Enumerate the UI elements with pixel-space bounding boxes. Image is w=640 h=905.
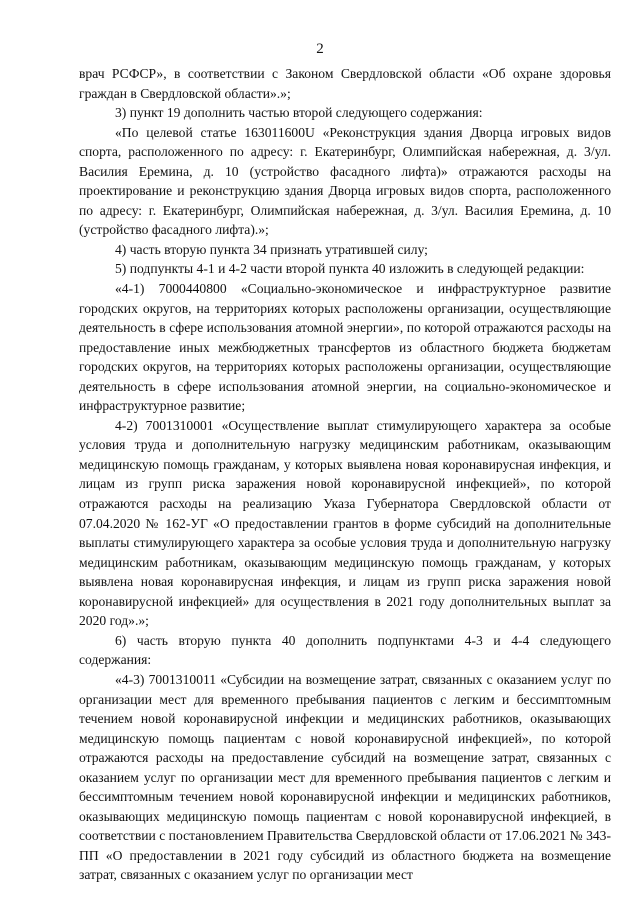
paragraph: «4-1) 7000440800 «Социально-экономическое и инфраструктурное развитие городских округов, на территориях которых расположены организации, осуществляющие деятельность в сфере использования атомной энергии», по которой отражаются расходы на предоставление иных межбюджетных трансфертов из областного бюджета бюджетам городских округов, на территориях которых расположены организации, осуществляющие деятельность в сфере использования атомной энергии, на социально-экономическое и инфраструктурное развитие; <box>79 281 611 414</box>
paragraph: 6) часть вторую пункта 40 дополнить подпунктами 4-3 и 4-4 следующего содержания: <box>79 632 611 668</box>
paragraph: 3) пункт 19 дополнить частью второй следующего содержания: <box>115 105 483 121</box>
paragraph: «По целевой статье 163011600U «Реконструкция здания Дворца игровых видов спорта, расположенного по адресу: г. Екатеринбург, Олимпийская набережная, д. 3/ул. Василия Еремина, д. 10 (устройство фасадного лифта)» отражаются расходы на проектирование и реконструкцию здания Дворца игровых видов спорта, расположенного по адресу: г. Екатеринбург, Олимпийская набережная, д. 3/ул. Василия Еремина, д. 10 (устройство фасадного лифта).»; <box>79 124 611 238</box>
paragraph: «4-3) 7001310011 «Субсидии на возмещение затрат, связанных с оказанием услуг по организации мест для временного пребывания пациентов с легким и бессимптомным течением новой коронавирусной инфекции и медицинских работников, оказывающих медицинскую помощь пациентам с новой коронавирусной инфекцией», по которой отражаются расходы на предоставление субсидий на возмещение затрат, связанных с оказанием услуг по организации мест для временного пребывания пациентов с легким и бессимптомным течением новой коронавирусной инфекции и медицинских работников, оказывающих медицинскую помощь пациентам с новой коронавирусной инфекцией, в соответствии с постановлением Правительства Свердловской области от 17.06.2021 № 343-ПП «О предоставлении в 2021 году субсидий из областного бюджета на возмещение затрат, связанных с оказанием услуг по организации мест <box>79 671 611 883</box>
document-body <box>79 64 611 885</box>
paragraph: 5) подпункты 4-1 и 4-2 части второй пункта 40 изложить в следующей редакции: <box>115 261 585 277</box>
page-number: 2 <box>316 41 324 57</box>
paragraph: 4-2) 7001310001 «Осуществление выплат стимулирующего характера за особые условия труда и дополнительную нагрузку медицинским работникам, оказывающим медицинскую помощь гражданам, у которых выявлена новая коронавирусная инфекция, и лицам из групп риска заражения новой коронавирусной инфекцией», по которой отражаются расходы на реализацию Указа Губернатора Свердловской области от 07.04.2020 № 162-УГ «О предоставлении грантов в форме субсидий на дополнительные выплаты стимулирующего характера за особые условия труда и дополнительную нагрузку медицинским работникам, оказывающим медицинскую помощь гражданам, у которых выявлена новая коронавирусная инфекция, и лицам из групп риска заражения новой коронавирусной инфекцией» для осуществления в 2021 году дополнительных выплат за 2020 год».»; <box>79 417 611 629</box>
paragraph: 4) часть вторую пункта 34 признать утратившей силу; <box>115 241 428 257</box>
paragraph: врач РСФСР», в соответствии с Законом Свердловской области «Об охране здоровья граждан в Свердловской области».»; <box>79 66 611 101</box>
